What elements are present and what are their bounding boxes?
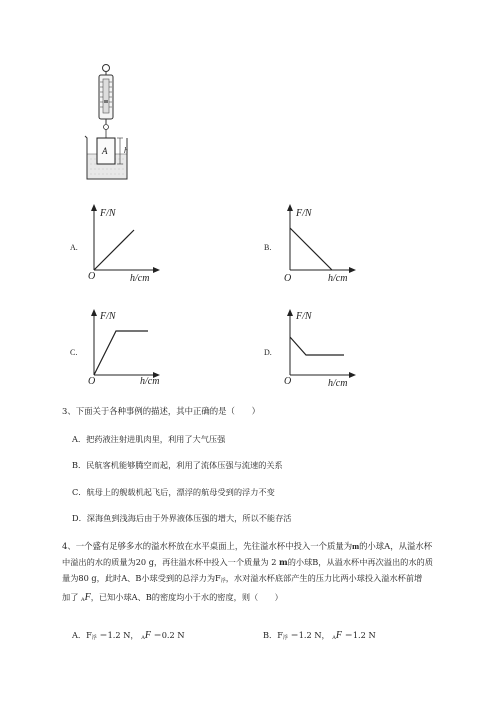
block-label: A xyxy=(102,146,108,156)
q4-opt-b-sub: 浮 xyxy=(282,635,288,641)
q4-line-4-b: ，已知小球A、B的密度均小于水的密度，则（ ） xyxy=(90,592,283,602)
q4-line-4-sub: A xyxy=(81,597,85,603)
q4-opt-b-end: ＝1.2 N xyxy=(344,630,376,640)
q4-opt-a-dsub: A xyxy=(141,635,145,641)
graph-b-y-label: F/N xyxy=(296,208,312,219)
q3-option-d[interactable]: D．深海鱼到浅海后由于外界液体压强的增大，所以不能存活 xyxy=(72,513,292,523)
q4-line-2-b: ，再往溢水杯中投入一个质量为 xyxy=(153,557,269,567)
spring-scale-diagram xyxy=(82,62,137,184)
graph-d-origin: O xyxy=(284,376,292,387)
graph-d-x-label: h/cm xyxy=(328,378,348,389)
q4-line-2-m: m xyxy=(279,557,288,567)
graph-c-origin: O xyxy=(88,376,96,387)
graph-d-letter: D. xyxy=(264,348,272,357)
graph-option-c[interactable] xyxy=(62,305,182,395)
q3-stem: 3、下面关于各种事例的描述，其中正确的是（ ） xyxy=(62,406,260,416)
q4-line-2-2m: 2 xyxy=(271,557,277,567)
graph-d-line xyxy=(290,337,344,355)
graph-c-x-label: h/cm xyxy=(140,376,160,387)
q4-line-4-F: F xyxy=(84,592,91,603)
q4-opt-b-mid: ＝1.2 N， xyxy=(290,630,330,640)
q4-line-2 xyxy=(62,558,433,566)
q4-option-b[interactable] xyxy=(263,631,376,641)
q4-line-3-c: ，水对溢水杯底部产生的压力比两小球投入溢水杯前增 xyxy=(225,573,423,583)
graph-a-x-label: h/cm xyxy=(130,273,150,284)
q4-opt-a-sub: 浮 xyxy=(91,635,97,641)
q4-line-1-tail: 的小球A，从溢水杯 xyxy=(359,541,433,551)
q4-line-3-sub: 浮 xyxy=(220,578,226,584)
graph-b-origin: O xyxy=(284,273,292,284)
q4-line-1-text: 4、一个盛有足够多水的溢水杯放在水平桌面上，先往溢水杯中投入一个质量为 xyxy=(62,541,353,551)
q4-opt-b-label: B．F xyxy=(263,630,283,640)
graph-a-letter: A. xyxy=(70,243,78,252)
q3-option-b[interactable]: B．民航客机能够腾空而起，利用了流体压强与流速的关系 xyxy=(72,460,283,470)
graph-c-letter: C. xyxy=(70,348,78,357)
graph-a-line xyxy=(94,230,134,270)
q4-option-a[interactable] xyxy=(72,631,185,641)
q4-line-1 xyxy=(62,542,432,551)
q3-option-c[interactable]: C．航母上的舰载机起飞后，漂浮的航母受到的浮力不变 xyxy=(72,487,275,497)
graph-option-a[interactable] xyxy=(62,200,182,290)
graph-c-y-label: F/N xyxy=(100,311,116,322)
graph-d-y-label: F/N xyxy=(296,311,312,322)
graph-b-x-label: h/cm xyxy=(328,273,348,284)
graph-b-letter: B. xyxy=(264,243,272,252)
q4-line-3-g: g xyxy=(91,573,97,583)
q4-line-3 xyxy=(62,574,422,584)
graph-b-line xyxy=(290,228,332,270)
q4-opt-a-label: A．F xyxy=(72,630,92,640)
q4-line-3-a: 量为80 xyxy=(62,573,89,583)
q4-line-2-g: g xyxy=(148,557,154,567)
q4-line-3-b: ，此时A、B小球受到的总浮力为F xyxy=(96,573,221,583)
q3-option-a[interactable]: A．把药液注射进肌肉里，利用了大气压强 xyxy=(72,434,226,444)
q4-line-2-a: 中溢出的水的质量为20 xyxy=(62,557,147,567)
q4-line-4 xyxy=(62,593,283,603)
q4-line-2-c: 的小球B，从溢水杯中再次溢出的水的质 xyxy=(287,557,433,567)
q4-line-1-m: m xyxy=(352,542,360,551)
graph-a-origin: O xyxy=(88,271,96,282)
q4-opt-b-dsub: A xyxy=(332,635,336,641)
graph-a-y-label: F/N xyxy=(100,208,116,219)
graph-option-d[interactable] xyxy=(256,305,376,395)
height-label: h xyxy=(124,146,128,155)
q4-line-4-a: 加了 xyxy=(62,592,79,602)
spring-scale-apparatus xyxy=(82,62,137,184)
q4-opt-a-F: F xyxy=(144,630,151,641)
graph-c-line xyxy=(94,331,148,375)
q4-opt-a-end: ＝0.2 N xyxy=(153,630,185,640)
q4-opt-b-F: F xyxy=(335,630,343,641)
graph-option-b[interactable] xyxy=(256,200,376,290)
q4-opt-a-mid: ＝1.2 N， xyxy=(99,630,139,640)
